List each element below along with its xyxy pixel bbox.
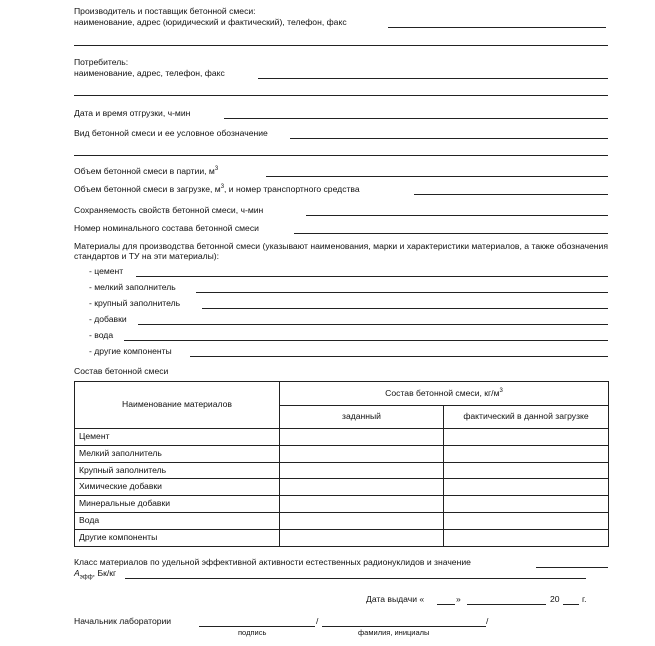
radionuclide-field-2[interactable] [125,578,586,579]
table-row [75,445,609,462]
cell-specified[interactable] [280,445,444,462]
consumer-label: Потребитель: [74,57,129,67]
issue-year-prefix: 20 [550,594,560,604]
producer-field-2[interactable] [74,45,608,46]
issue-year-suffix: г. [582,594,587,604]
material-item-cement: - цемент [89,266,124,276]
material-item-admixtures: - добавки [89,314,127,324]
batch-volume-label [74,167,218,177]
mix-type-field-2[interactable] [74,155,608,156]
material-field-cement[interactable] [136,276,608,277]
material-field-coarse-aggregate[interactable] [202,308,608,309]
material-item-other: - другие компоненты [89,346,172,356]
shipment-datetime-field[interactable] [224,118,608,119]
material-item-water: - вода [89,330,114,340]
preservation-label: Сохраняемость свойств бетонной смеси, ч-мин [74,205,264,215]
col-header-composition [280,382,609,406]
cell-actual[interactable] [444,429,609,446]
caption-signature: подпись [238,628,267,637]
cell-actual[interactable] [444,462,609,479]
cell-specified[interactable] [280,529,444,546]
col-header-specified: заданный [280,406,444,429]
radionuclide-symbol-sub: эфф [79,574,93,581]
row-label-coarse-aggregate: Крупный заполнитель [75,462,280,479]
producer-sublabel: наименование, адрес (юридический и фактический), телефон, факс [74,17,347,27]
shipment-datetime-label: Дата и время отгрузки, ч-мин [74,108,191,118]
cell-actual[interactable] [444,496,609,513]
cell-actual[interactable] [444,529,609,546]
consumer-sublabel: наименование, адрес, телефон, факс [74,68,225,78]
table-row [75,429,609,446]
load-volume-sup: 3 [220,184,225,191]
table-row [75,496,609,513]
material-field-water[interactable] [124,340,608,341]
cell-specified[interactable] [280,479,444,496]
cell-specified[interactable] [280,462,444,479]
material-item-fine-aggregate: - мелкий заполнитель [89,282,176,292]
load-volume-text: Объем бетонной смеси в загрузке, м [74,184,221,194]
composition-number-field[interactable] [294,233,608,234]
materials-intro: Материалы для производства бетонной смеси (указывают наименования, марки и характеристики материалов, а также обозначения стандартов и ТУ на эти материалы): [74,241,608,261]
consumer-field-2[interactable] [74,95,608,96]
cell-specified[interactable] [280,496,444,513]
load-volume-label [74,185,360,195]
row-label-other-components: Другие компоненты [75,529,280,546]
signature-field[interactable] [199,626,315,627]
composition-table [74,381,609,547]
issue-year-field[interactable] [563,604,579,605]
issue-date-label: Дата выдачи « [366,594,425,604]
row-label-mineral-admixtures: Минеральные добавки [75,496,280,513]
table-row [75,479,609,496]
radionuclide-text: Класс материалов по удельной эффективной активности естественных радионуклидов и значение [74,557,471,567]
radionuclide-symbol [74,569,116,579]
row-label-water: Вода [75,512,280,529]
mix-type-label: Вид бетонной смеси и ее условное обозначение [74,128,268,138]
composition-title: Состав бетонной смеси [74,366,169,376]
issue-day-field[interactable] [437,604,455,605]
batch-volume-sup: 3 [214,166,219,173]
caption-name-initials: фамилия, инициалы [358,628,430,637]
col-header-composition-sup: 3 [499,387,503,394]
issue-close-quote: » [456,594,461,604]
cell-actual[interactable] [444,479,609,496]
load-volume-tail: , и номер транспортного средства [224,184,360,194]
signature-slash-end: / [486,616,489,626]
col-header-composition-text: Состав бетонной смеси, кг/м [385,387,500,398]
row-label-chemical-admixtures: Химические добавки [75,479,280,496]
cell-actual[interactable] [444,512,609,529]
table-row [75,512,609,529]
col-header-material-name: Наименование материалов [75,382,280,429]
name-initials-field[interactable] [322,626,486,627]
cell-actual[interactable] [444,445,609,462]
issue-month-field[interactable] [467,604,546,605]
row-label-cement: Цемент [75,429,280,446]
material-field-admixtures[interactable] [138,324,608,325]
radionuclide-field-1[interactable] [536,567,608,568]
cell-specified[interactable] [280,429,444,446]
table-row [75,529,609,546]
lab-head-label: Начальник лаборатории [74,616,172,626]
col-header-actual: фактический в данной загрузке [444,406,609,429]
composition-number-label: Номер номинального состава бетонной смеси [74,223,259,233]
radionuclide-symbol-letter: A [74,568,80,578]
preservation-field[interactable] [306,215,608,216]
batch-volume-field[interactable] [266,176,608,177]
row-label-fine-aggregate: Мелкий заполнитель [75,445,280,462]
material-field-fine-aggregate[interactable] [196,292,608,293]
producer-label: Производитель и поставщик бетонной смеси: [74,6,256,16]
mix-type-field-1[interactable] [290,138,608,139]
cell-specified[interactable] [280,512,444,529]
signature-slash: / [316,616,319,626]
radionuclide-unit: , Бк/кг [92,568,117,578]
material-item-coarse-aggregate: - крупный заполнитель [89,298,181,308]
table-row [75,462,609,479]
batch-volume-text: Объем бетонной смеси в партии, м [74,166,215,176]
load-volume-field[interactable] [414,194,608,195]
material-field-other[interactable] [190,356,608,357]
producer-field-1[interactable] [388,27,606,28]
consumer-field-1[interactable] [258,78,608,79]
